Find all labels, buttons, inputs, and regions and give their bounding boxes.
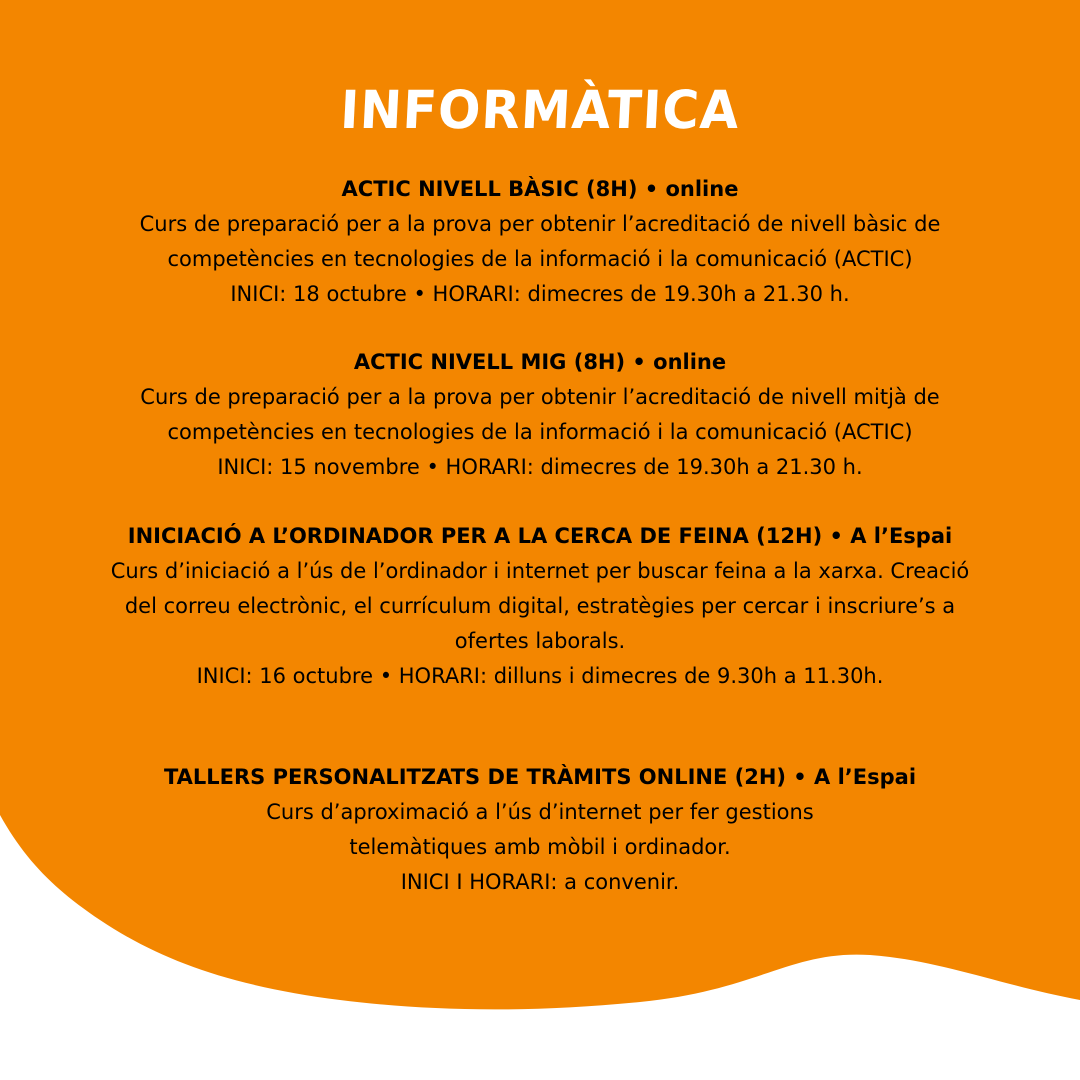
- course-tallers-tramits: [100, 760, 980, 900]
- course-iniciacio-ordinador: [100, 519, 980, 694]
- course-description: Curs de preparació per a la prova per obtenir l’acreditació de nivell bàsic de competències en tecnologies de la informació i la comunicació (ACTIC): [139, 212, 941, 271]
- course-description: Curs d’iniciació a l’ús de l’ordinador i internet per buscar feina a la xarxa. Creació del correu electrònic, el currículum digital, estratègies per cercar i inscriure’s a ofertes laborals.: [110, 559, 970, 653]
- course-schedule: INICI I HORARI: a convenir.: [400, 870, 680, 894]
- course-actic-basic: [100, 172, 980, 312]
- page-title: INFORMÀTICA: [338, 79, 742, 141]
- course-schedule: INICI: 15 novembre • HORARI: dimecres de 19.30h a 21.30 h.: [217, 455, 863, 479]
- course-actic-mig: [100, 345, 980, 485]
- course-description: Curs de preparació per a la prova per obtenir l’acreditació de nivell mitjà de competències en tecnologies de la informació i la comunicació (ACTIC): [140, 385, 940, 444]
- course-schedule: INICI: 18 octubre • HORARI: dimecres de 19.30h a 21.30 h.: [230, 282, 850, 306]
- course-title: ACTIC NIVELL BÀSIC (8H) • online: [341, 177, 739, 201]
- course-description: Curs d’aproximació a l’ús d’internet per fer gestions telemàtiques amb mòbil i ordinador.: [266, 800, 814, 859]
- course-title: INICIACIÓ A L’ORDINADOR PER A LA CERCA DE FEINA (12H) • A l’Espai: [127, 524, 953, 548]
- course-title: TALLERS PERSONALITZATS DE TRÀMITS ONLINE (2H) • A l’Espai: [163, 765, 917, 789]
- course-title: ACTIC NIVELL MIG (8H) • online: [353, 350, 727, 374]
- course-schedule: INICI: 16 octubre • HORARI: dilluns i dimecres de 9.30h a 11.30h.: [196, 664, 884, 688]
